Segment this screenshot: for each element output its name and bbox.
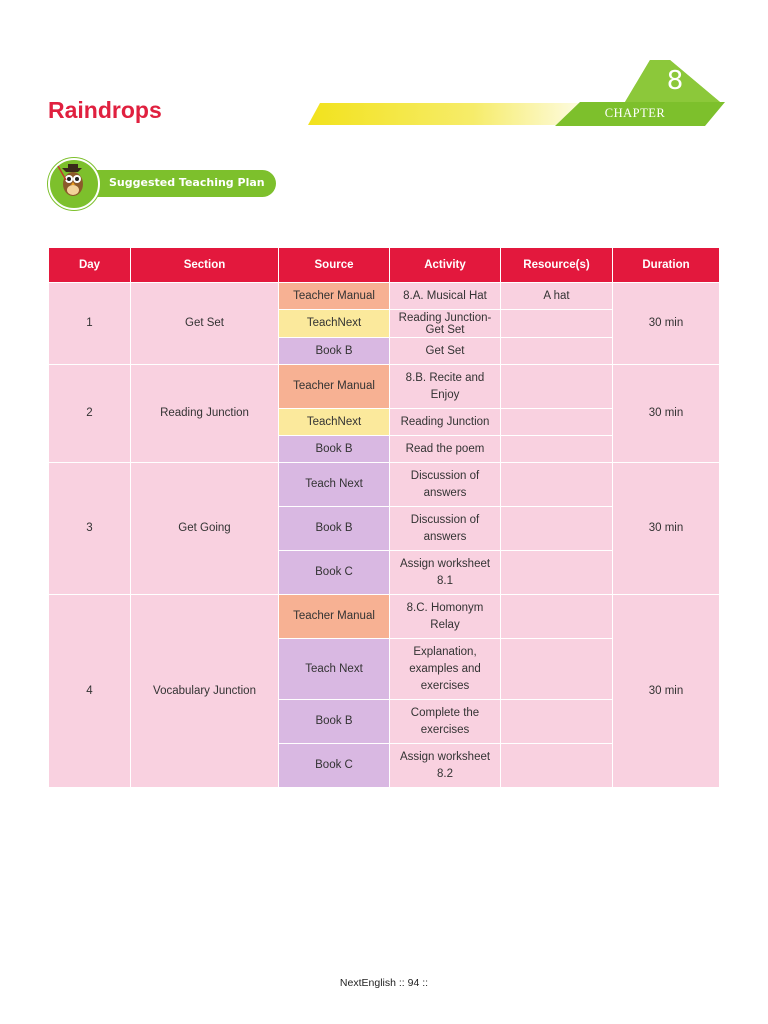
resource-cell: [501, 310, 613, 338]
source-cell: Teacher Manual: [279, 283, 390, 310]
resource-cell: [501, 365, 613, 409]
duration-cell: 30 min: [613, 463, 720, 595]
activity-cell: Read the poem: [390, 436, 501, 463]
activity-cell: Assign worksheet 8.1: [390, 551, 501, 595]
activity-cell: Assign worksheet 8.2: [390, 744, 501, 788]
header-source: Source: [279, 248, 390, 283]
owl-mascot-icon: [52, 160, 94, 202]
source-cell: Book C: [279, 551, 390, 595]
header-duration: Duration: [613, 248, 720, 283]
day-cell: 4: [49, 595, 131, 788]
section-cell: Get Going: [131, 463, 279, 595]
table-header-row: [49, 248, 720, 283]
header-resources: Resource(s): [501, 248, 613, 283]
duration-cell: 30 min: [613, 595, 720, 788]
section-cell: Get Set: [131, 283, 279, 365]
activity-cell: 8.C. Homonym Relay: [390, 595, 501, 639]
activity-cell: Discussion of answers: [390, 507, 501, 551]
source-cell: Teacher Manual: [279, 365, 390, 409]
resource-cell: [501, 409, 613, 436]
page-footer: NextEnglish :: 94 ::: [339, 977, 429, 989]
activity-cell: 8.A. Musical Hat: [390, 283, 501, 310]
header-day: Day: [49, 248, 131, 283]
resource-cell: [501, 639, 613, 700]
table-row: [49, 595, 720, 639]
table-row: [49, 283, 720, 310]
activity-text: Reading Junction-Get Set: [398, 311, 492, 336]
duration-cell: 30 min: [613, 283, 720, 365]
resource-cell: [501, 744, 613, 788]
resource-cell: [501, 507, 613, 551]
page-title: Raindrops: [48, 97, 162, 123]
resource-cell: [501, 700, 613, 744]
activity-cell: Discussion of answers: [390, 463, 501, 507]
source-cell: Teacher Manual: [279, 595, 390, 639]
activity-cell: Complete the exercises: [390, 700, 501, 744]
day-cell: 1: [49, 283, 131, 365]
source-cell: Teach Next: [279, 639, 390, 700]
resource-cell: [501, 551, 613, 595]
header-activity: Activity: [390, 248, 501, 283]
day-cell: 2: [49, 365, 131, 463]
source-cell: Book B: [279, 436, 390, 463]
activity-cell: 8.B. Recite and Enjoy: [390, 365, 501, 409]
header-section: Section: [131, 248, 279, 283]
resource-cell: [501, 338, 613, 365]
section-cell: Reading Junction: [131, 365, 279, 463]
resource-cell: [501, 595, 613, 639]
day-cell: 3: [49, 463, 131, 595]
source-cell: Book B: [279, 700, 390, 744]
activity-cell: Reading Junction: [390, 409, 501, 436]
source-cell: Book C: [279, 744, 390, 788]
source-cell: TeachNext: [279, 310, 390, 338]
source-cell: TeachNext: [279, 409, 390, 436]
section-pill-label: Suggested Teaching Plan: [109, 176, 265, 189]
table-row: [49, 365, 720, 409]
section-cell: Vocabulary Junction: [131, 595, 279, 788]
activity-cell: [390, 310, 501, 338]
source-cell: Book B: [279, 338, 390, 365]
source-cell: Teach Next: [279, 463, 390, 507]
teaching-plan-table: [48, 247, 720, 788]
resource-cell: [501, 463, 613, 507]
activity-cell: Get Set: [390, 338, 501, 365]
resource-cell: [501, 436, 613, 463]
resource-cell: A hat: [501, 283, 613, 310]
chapter-number: 8: [666, 66, 684, 96]
duration-cell: 30 min: [613, 365, 720, 463]
table-row: [49, 463, 720, 507]
chapter-label: CHAPTER: [604, 106, 666, 120]
source-cell: Book B: [279, 507, 390, 551]
activity-cell: Explanation, examples and exercises: [390, 639, 501, 700]
